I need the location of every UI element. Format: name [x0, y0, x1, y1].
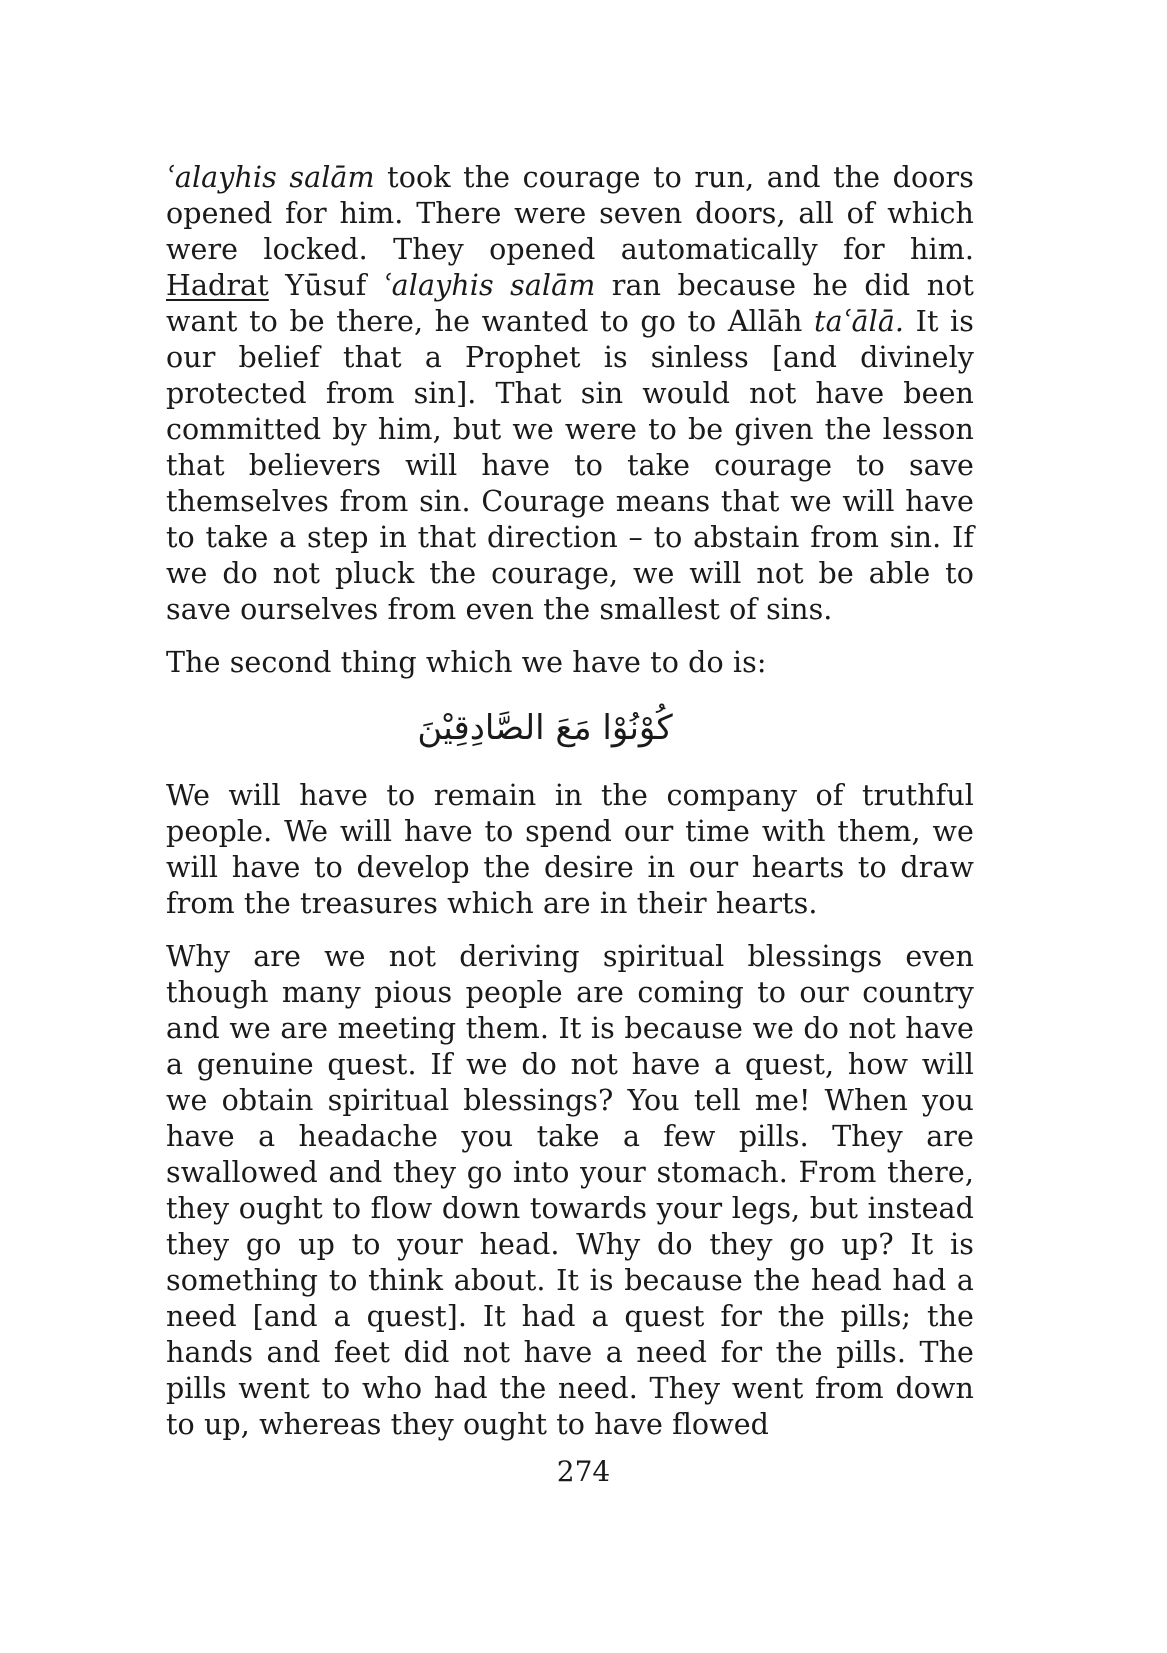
paragraph-1 [166, 160, 974, 628]
paragraph-3: We will have to remain in the company of truthful people. We will have to spend our time with them, we will have to develop the desire in our hearts to draw from the treasures which are in their hearts. [166, 779, 974, 920]
paragraph-2: The second thing which we have to do is: [166, 646, 767, 679]
page-body [166, 160, 974, 1460]
paragraph-1-text-b: Yūsuf [268, 269, 383, 302]
paragraph-1-text-c: ran because he did not want to be there, he wanted to go to Allāh [166, 269, 974, 338]
honorific-italic-2: ʿalayhis salām [382, 269, 596, 302]
paragraph-1-text-a: took the courage to run, and the doors opened for him. There were seven doors, all of which were locked. They opened automatically for him. [166, 161, 974, 266]
hadrat-title: Hadrat [166, 269, 269, 302]
page-number: 274 [556, 1455, 611, 1488]
honorific-italic: ʿalayhis salām [166, 161, 375, 194]
arabic-verse: كُوْنُوْا مَعَ الصَّادِقِيْنَ [417, 708, 673, 748]
paragraph-1-text-d: It is our belief that a Prophet is sinless [and divinely protected from sin]. That sin would not have been committed by him, but we were to be given the lesson that believers will have to take courage to save themselves from sin. Courage means that we will have to take a step in that direction – to abstain from sin. If we do not pluck the courage, we will not be able to save ourselves from even the smallest of sins. [166, 305, 975, 626]
honorific-italic-3: taʿālā. [814, 305, 905, 338]
paragraph-4: Why are we not deriving spiritual blessings even though many pious people are coming to our country and we are meeting them. It is because we do not have a genuine quest. If we do not have a quest, how will we obtain spiritual blessings? You tell me! When you have a headache you take a few pills. They are swallowed and they go into your stomach. From there, they ought to flow down towards your legs, but instead they go up to your head. Why do they go up? It is something to think about. It is because the head had a need [and a quest]. It had a quest for the pills; the hands and feet did not have a need for the pills. The pills went to who had the need. They went from down to up, whereas they ought to have flowed [166, 940, 974, 1441]
